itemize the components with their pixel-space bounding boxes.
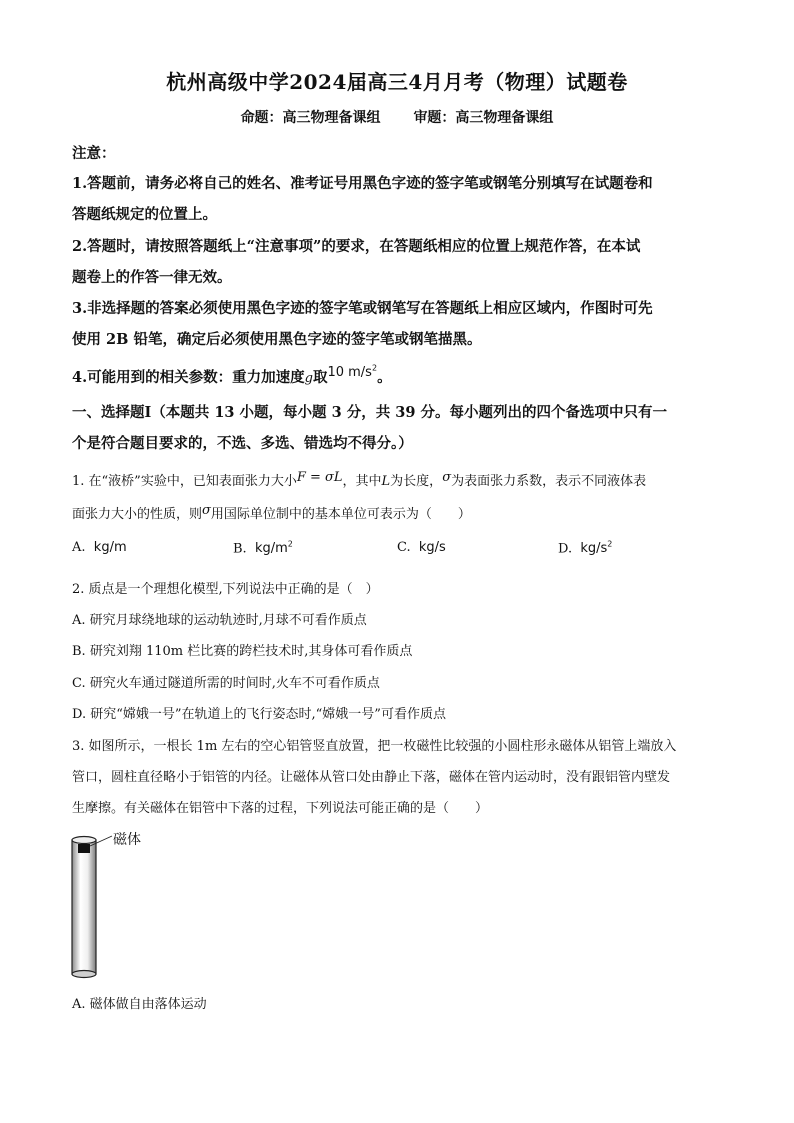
notice-line-7-text: 4.可能用到的相关参数：重力加速度 (72, 369, 305, 386)
author-setter: 命题：高三物理备课组 (240, 110, 381, 126)
authors-line (0, 107, 794, 127)
q2-option-c: C. 研究火车通过隧道所需的时间时,火车不可看作质点 (72, 676, 380, 691)
notice-line-7-take: 取 (312, 369, 328, 386)
q1-option-a-value: kg/m (93, 540, 127, 555)
section-heading-line-2: 个是符合题目要求的，不选、多选、错选均不得分。） (72, 435, 413, 452)
page-title: 杭州高级中学2024届高三4月月考（物理）试题卷 (166, 70, 628, 94)
author-reviewer: 审题：高三物理备课组 (413, 110, 554, 126)
magnet-label: 磁体 (113, 832, 141, 848)
gravity-exponent: 2 (371, 363, 378, 373)
q1-option-d-value: kg/s (580, 541, 608, 557)
q1-symbol-sigma: σ (442, 470, 452, 485)
tube-body (72, 840, 96, 974)
q2-stem: 2. 质点是一个理想化模型,下列说法中正确的是（ ） (72, 582, 379, 597)
notice-line-7-end: 。 (377, 369, 392, 386)
q1-symbol-sigma-2: σ (202, 503, 211, 518)
q1-text-f: 用国际单位制中的基本单位可表示为（ ） (210, 507, 471, 522)
q1-text-a: 1. 在“液桥”实验中，已知表面张力大小 (72, 474, 297, 489)
q1-text-d: 为表面张力系数，表示不同液体表 (451, 474, 647, 489)
q1-symbol-L: L (381, 474, 391, 489)
q1-option-d-key: D. (558, 541, 573, 557)
q1-text-b: ，其中 (342, 474, 382, 489)
section-heading-line-1: 一、选择题Ⅰ（本题共 13 小题，每小题 3 分，共 39 分。每小题列出的四个备选项中只有一 (72, 404, 668, 421)
gravity-value (327, 365, 377, 380)
magnet (78, 844, 90, 853)
notice-heading: 注意： (72, 145, 116, 162)
notice-line-4: 题卷上的作答一律无效。 (72, 269, 232, 286)
q3-option-a: A. 磁体做自由落体运动 (72, 997, 207, 1012)
q1-option-c-value: kg/s (418, 540, 446, 555)
q1-option-a-key: A. (72, 540, 86, 555)
aluminum-tube-figure (66, 832, 116, 982)
q1-option-c-key: C. (397, 540, 411, 555)
notice-line-2: 答题纸规定的位置上。 (72, 206, 217, 223)
q1-stem-line-1 (72, 470, 646, 489)
q1-option-d (558, 540, 612, 556)
q3-stem-line-1: 3. 如图所示，一根长 1m 左右的空心铝管竖直放置，把一枚磁性比较强的小圆柱形永磁体从铝管上端放入 (72, 739, 677, 754)
q1-option-d-exp: 2 (607, 540, 613, 549)
q2-option-b: B. 研究刘翔 110m 栏比赛的跨栏技术时,其身体可看作质点 (72, 644, 413, 659)
q1-stem-line-2 (72, 503, 471, 522)
q3-stem-line-2: 管口，圆柱直径略小于铝管的内径。让磁体从管口处由静止下落，磁体在管内运动时，没有跟铝管内壁发 (72, 770, 671, 785)
q1-option-c (397, 540, 446, 555)
tube-top (72, 837, 96, 844)
q1-option-d-unit (580, 541, 612, 556)
q1-text-c: 为长度， (390, 474, 443, 489)
q1-option-b-key: B. (233, 541, 247, 557)
q1-option-b-value: kg/m (254, 541, 288, 557)
q1-text-e: 面张力大小的性质，则 (72, 507, 203, 522)
tube-bottom (72, 971, 96, 978)
notice-line-3: 2.答题时，请按照答题纸上“注意事项”的要求，在答题纸相应的位置上规范作答，在本试 (72, 238, 641, 255)
notice-line-7 (72, 363, 392, 387)
gravity-value-text: 10 m/s (327, 365, 372, 380)
q2-option-a: A. 研究月球绕地球的运动轨迹时,月球不可看作质点 (72, 613, 367, 628)
q1-option-a (72, 540, 127, 555)
q1-option-b (233, 540, 293, 556)
notice-line-6: 使用 2B 铅笔，确定后必须使用黑色字迹的签字笔或钢笔描黑。 (72, 331, 482, 348)
gravity-symbol: g (304, 371, 313, 386)
q1-option-b-exp: 2 (287, 540, 293, 549)
notice-line-5: 3.非选择题的答案必须使用黑色字迹的签字笔或钢笔写在答题纸上相应区域内，作图时可先 (72, 300, 653, 317)
q3-stem-line-3: 生摩擦。有关磁体在铝管中下落的过程，下列说法可能正确的是（ ） (72, 801, 489, 816)
q1-option-b-unit (255, 541, 293, 556)
q1-formula: F = σL (296, 470, 343, 485)
q2-option-d: D. 研究“嫦娥一号”在轨道上的飞行姿态时,“嫦娥一号”可看作质点 (72, 707, 446, 722)
notice-line-1: 1.答题前，请务必将自己的姓名、准考证号用黑色字迹的签字笔或钢笔分别填写在试题卷和 (72, 175, 653, 192)
